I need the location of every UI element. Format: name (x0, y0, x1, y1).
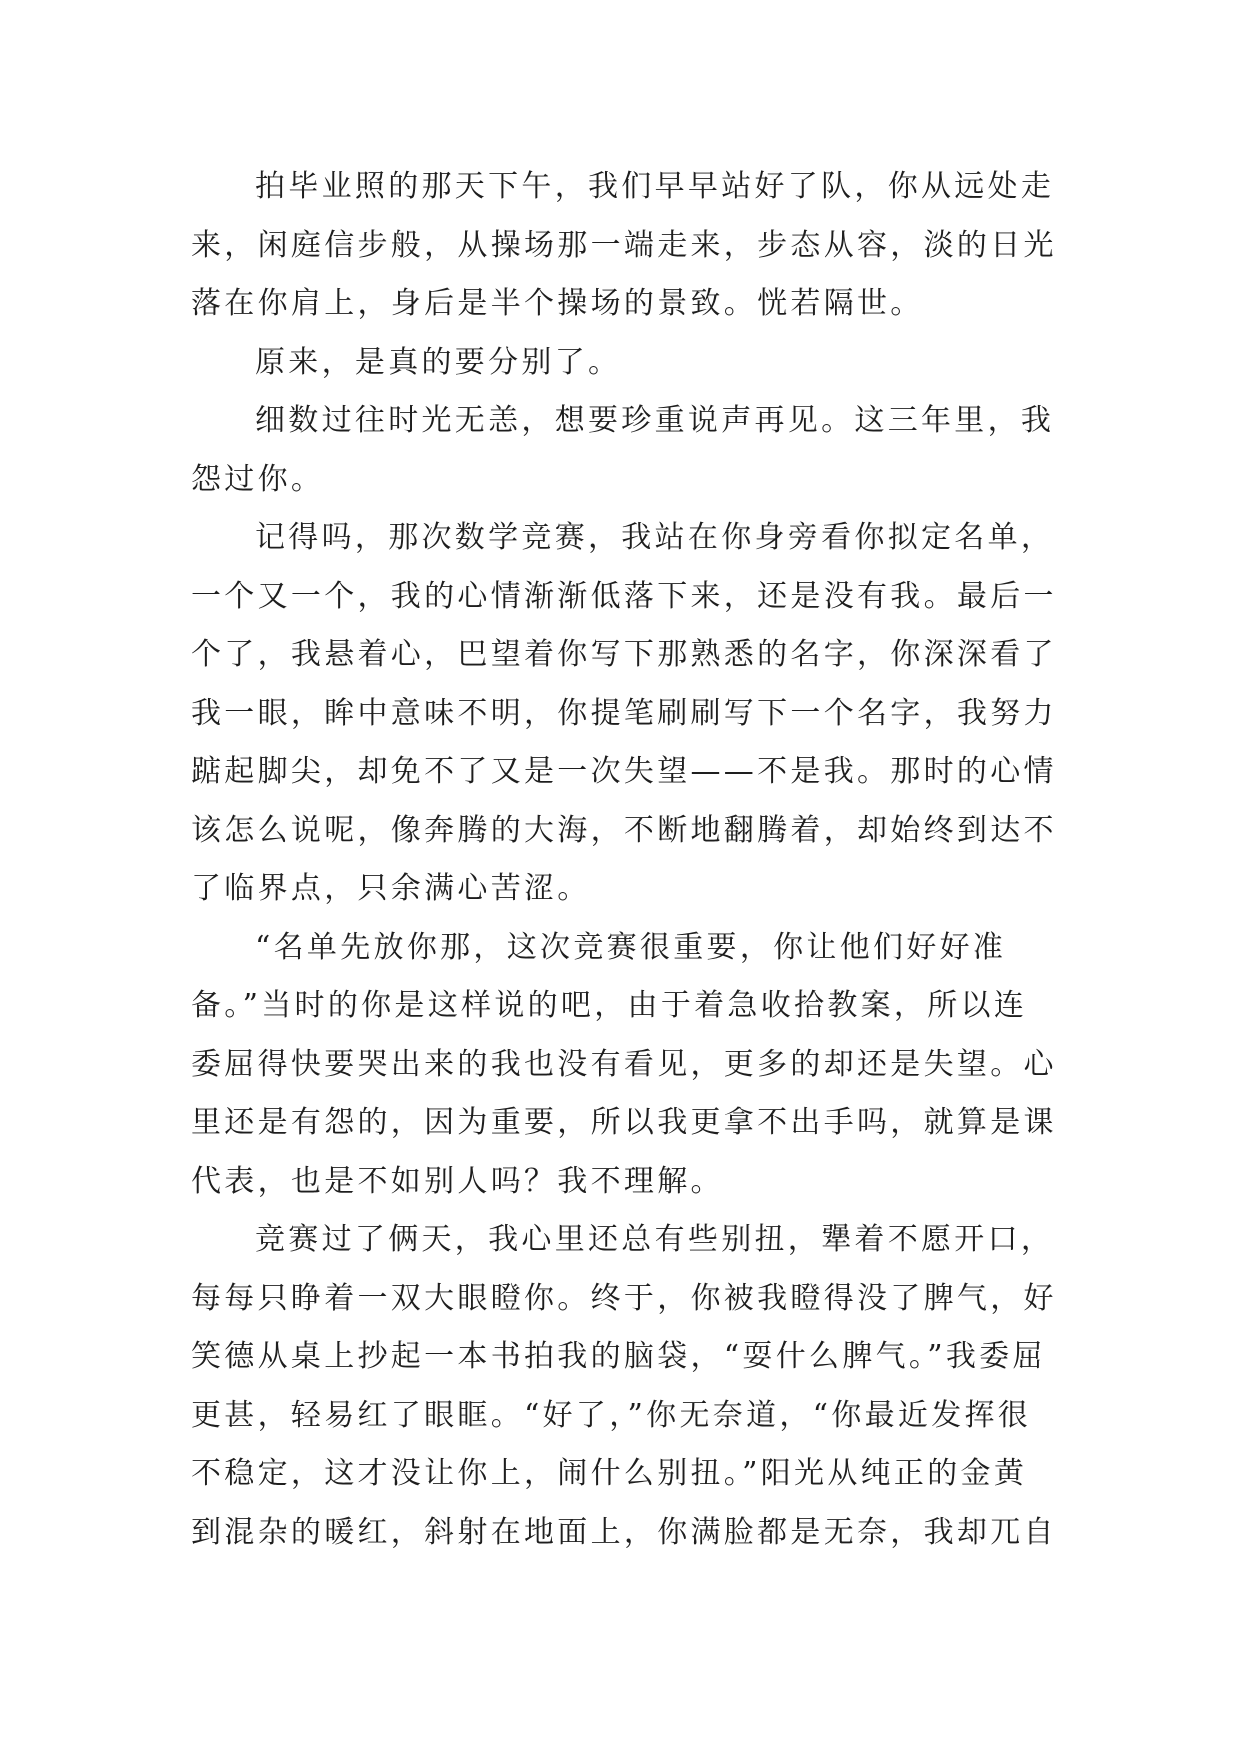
text-line: 了临界点，只余满心苦涩。 (191, 871, 591, 906)
text-line: 一个又一个，我的心情渐渐低落下来，还是没有我。最后一 (191, 578, 1057, 614)
text-line: 个了，我悬着心，巴望着你写下那熟悉的名字，你深深看了 (191, 637, 1057, 672)
text-line: 里还是有怨的，因为重要，所以我更拿不出手吗，就算是课 (191, 1105, 1057, 1140)
paragraph (191, 1211, 1061, 1562)
text-line: 怨过你。 (191, 461, 325, 497)
text-line: 每每只睁着一双大眼瞪你。终于，你被我瞪得没了脾气，好 (191, 1280, 1057, 1316)
body-text (191, 158, 1061, 1562)
paragraph (191, 158, 1061, 334)
text-line: 代表，也是不如别人吗？我不理解。 (191, 1163, 724, 1199)
paragraph (191, 392, 1061, 509)
text-line: 踮起脚尖，却免不了又是一次失望——不是我。那时的心情 (191, 754, 1057, 789)
text-line: 竞赛过了俩天，我心里还总有些别扭，犟着不愿开口， (255, 1222, 1055, 1257)
paragraph (191, 334, 1061, 393)
text-line: 我一眼，眸中意味不明，你提笔刷刷写下一个名字，我努力 (191, 695, 1057, 731)
text-line: 记得吗，那次数学竞赛，我站在你身旁看你拟定名单， (255, 520, 1055, 555)
text-line: 细数过往时光无恙，想要珍重说声再见。这三年里，我 (255, 403, 1055, 438)
text-line: 备。”当时的你是这样说的吧，由于着急收拾教案，所以连 (191, 988, 1028, 1023)
text-line: 更甚，轻易红了眼眶。“好了，”你无奈道，“你最近发挥很 (191, 1397, 1032, 1433)
text-line: 委屈得快要哭出来的我也没有看见，更多的却还是失望。心 (191, 1046, 1057, 1082)
text-line: 拍毕业照的那天下午，我们早早站好了队，你从远处走 (255, 169, 1055, 204)
text-line: 不稳定，这才没让你上，闹什么别扭。”阳光从纯正的金黄 (191, 1456, 1028, 1491)
text-line: 落在你肩上，身后是半个操场的景致。恍若隔世。 (191, 286, 924, 321)
paragraph (191, 919, 1061, 1212)
text-line: 笑德从桌上抄起一本书拍我的脑袋，“耍什么脾气。”我委屈 (191, 1339, 1046, 1374)
text-line: 原来，是真的要分别了。 (255, 344, 622, 380)
text-line: 到混杂的暖红，斜射在地面上，你满脸都是无奈，我却兀自 (191, 1514, 1057, 1550)
text-line: 该怎么说呢，像奔腾的大海，不断地翻腾着，却始终到达不 (191, 812, 1057, 848)
text-line: 来，闲庭信步般，从操场那一端走来，步态从容，淡的日光 (191, 227, 1057, 263)
paragraph (191, 509, 1061, 919)
text-line: “名单先放你那，这次竞赛很重要，你让他们好好准 (255, 929, 1007, 965)
